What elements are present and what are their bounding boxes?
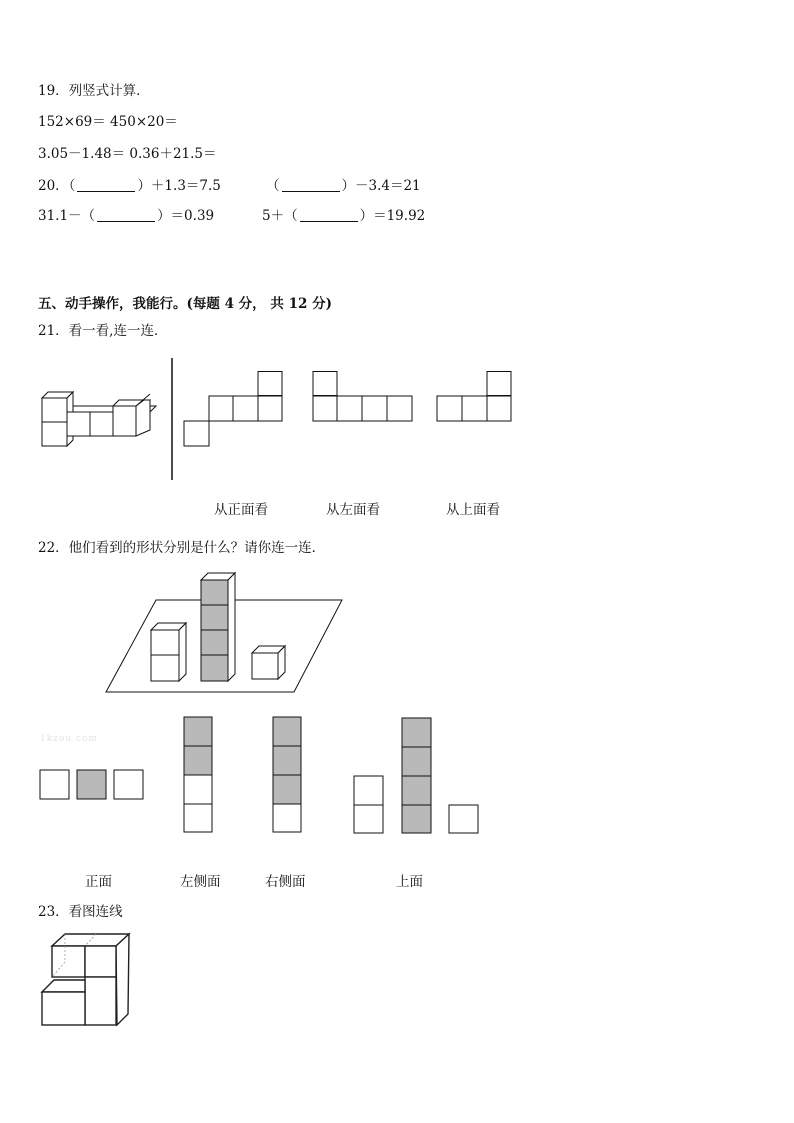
q22-scene-figure: [104, 572, 346, 694]
q20-eq4: [262, 209, 425, 224]
q23-cube-figure: [40, 932, 132, 1028]
q22-shape-row[interactable]: [39, 769, 145, 800]
q22-shape-column-a[interactable]: [183, 716, 214, 834]
answer-blank[interactable]: [300, 209, 358, 222]
q19-title: 19．列竖式计算．: [38, 83, 150, 99]
q22-shape-group[interactable]: [353, 717, 481, 835]
section-heading: 五、动手操作，我能行。(每题 4 分， 共 12 分): [38, 296, 332, 312]
q21-title: 21．看一看,连一连．: [38, 323, 168, 339]
q20-eq3-prefix: 31.1－（: [38, 208, 96, 224]
q21-divider-line: [171, 358, 173, 480]
q20-eq3-suffix: ）＝0.39: [157, 208, 215, 224]
watermark: 1kzou.com: [40, 734, 98, 744]
q22-label-right-side: 右侧面: [265, 874, 306, 890]
q23-title: 23．看图连线: [38, 904, 123, 920]
q22-title: 22．他们看到的形状分别是什么？请你连一连．: [38, 540, 326, 556]
q22-shape-column-b[interactable]: [272, 716, 303, 834]
q20-eq1-prefix: 20．（: [38, 178, 76, 194]
q22-label-left-side: 左侧面: [180, 874, 221, 890]
answer-blank[interactable]: [77, 179, 135, 192]
q21-label-top: 从上面看: [446, 502, 500, 518]
q20-eq4-suffix: ）＝19.92: [359, 208, 426, 224]
q19-line1: 152×69＝ 450×20＝: [38, 114, 178, 130]
q19-line2: 3.05－1.48＝ 0.36＋21.5＝: [38, 146, 217, 162]
q21-view-shape-1[interactable]: [183, 371, 284, 447]
answer-blank[interactable]: [97, 209, 155, 222]
q21-label-front: 从正面看: [214, 502, 268, 518]
q22-label-top: 上面: [396, 874, 423, 890]
q21-cube-figure: [38, 392, 158, 452]
q21-view-shape-3[interactable]: [436, 371, 514, 423]
q20-eq2-suffix: ）－3.4＝21: [341, 178, 421, 194]
q20-eq3: [38, 209, 214, 224]
q22-label-front: 正面: [85, 874, 112, 890]
q20-eq4-prefix: 5＋（: [262, 208, 298, 224]
q20-eq1-suffix: ）＋1.3＝7.5: [137, 178, 221, 194]
answer-blank[interactable]: [282, 179, 340, 192]
q21-view-shape-2[interactable]: [312, 371, 414, 423]
q20-eq2-prefix: （: [266, 178, 280, 194]
q20-eq2: [266, 179, 421, 194]
q20-eq1: [38, 179, 221, 194]
q21-label-left: 从左面看: [326, 502, 380, 518]
